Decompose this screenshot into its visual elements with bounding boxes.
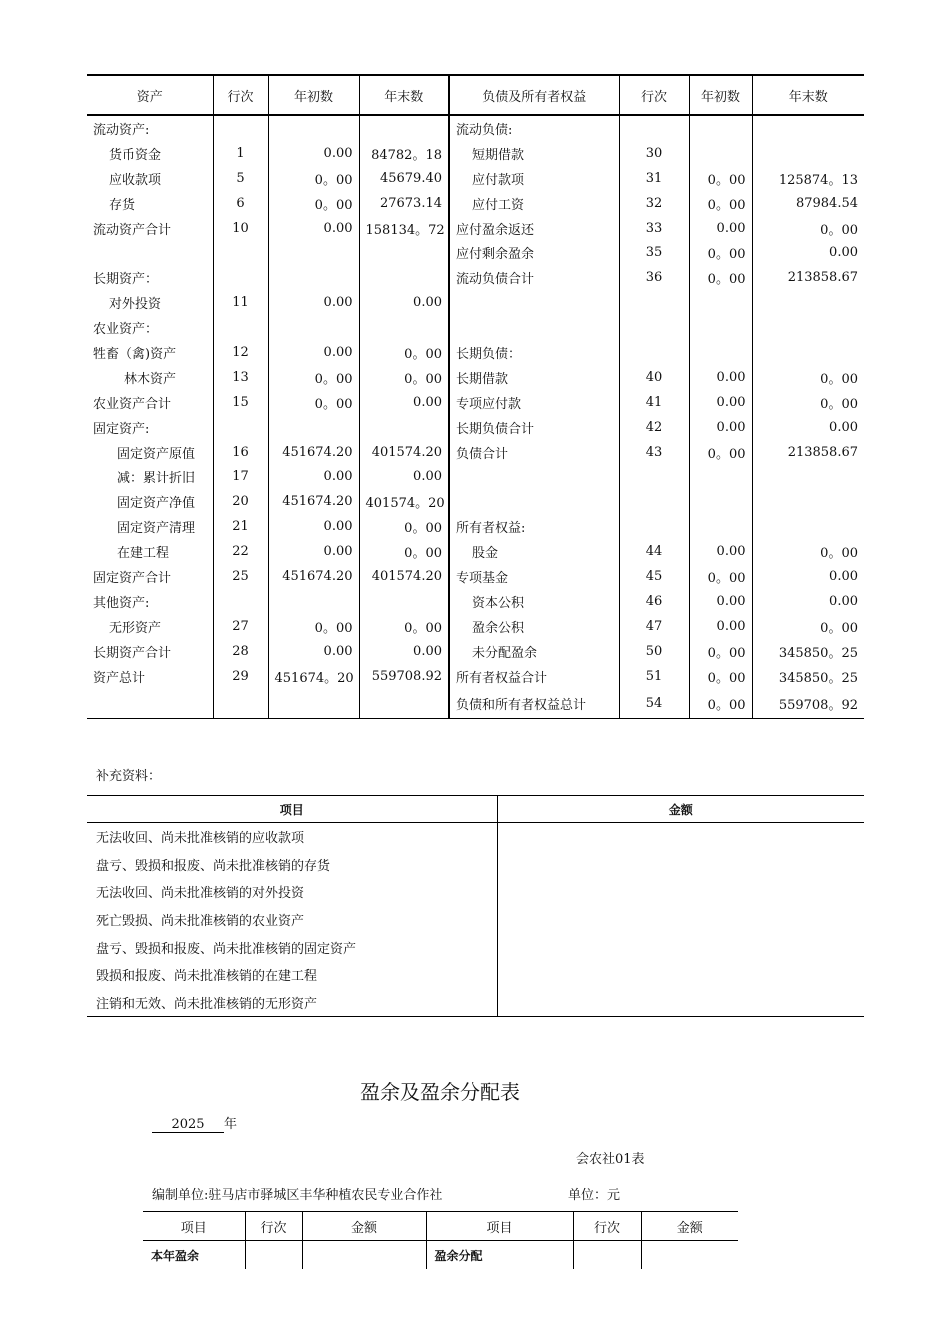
liability-end — [752, 315, 864, 340]
asset-line-no — [213, 688, 268, 719]
asset-begin: 0.00 — [268, 514, 359, 539]
table-row — [87, 664, 864, 689]
liability-line-no: 54 — [619, 688, 689, 719]
liability-begin: 0.00 — [689, 539, 752, 564]
liability-end — [752, 340, 864, 365]
surplus-title: 盈余及盈余分配表 — [360, 1080, 520, 1104]
liability-begin: 0。00 — [689, 564, 752, 589]
liability-name: 应付盈余返还 — [449, 216, 619, 241]
liability-line-no: 45 — [619, 564, 689, 589]
dist-header-line-no: 行次 — [245, 1212, 302, 1241]
liability-begin — [689, 514, 752, 539]
liability-begin: 0.00 — [689, 216, 752, 241]
liability-end: 213858.67 — [752, 265, 864, 290]
liability-begin: 0。00 — [689, 664, 752, 689]
asset-begin: 451674.20 — [268, 489, 359, 514]
liability-name: 流动负债: — [449, 115, 619, 141]
liability-end: 0。00 — [752, 539, 864, 564]
dist-header-item: 项目 — [143, 1212, 245, 1241]
asset-begin: 0。00 — [268, 166, 359, 191]
list-item — [87, 878, 864, 906]
asset-end: 0。00 — [359, 514, 449, 539]
liability-line-no — [619, 489, 689, 514]
liability-end — [752, 464, 864, 489]
asset-begin — [268, 315, 359, 340]
liability-name: 负债和所有者权益总计 — [449, 688, 619, 719]
table-row — [87, 614, 864, 639]
header-liability-equity: 负债及所有者权益 — [449, 75, 619, 115]
liability-name — [449, 489, 619, 514]
liability-end: 559708。92 — [752, 688, 864, 719]
asset-begin — [268, 415, 359, 440]
liability-begin — [689, 315, 752, 340]
year-suffix: 年 — [224, 1117, 238, 1132]
liability-begin: 0。00 — [689, 166, 752, 191]
liability-line-no: 46 — [619, 589, 689, 614]
asset-begin — [268, 115, 359, 141]
asset-end — [359, 315, 449, 340]
current-year-surplus: 本年盈余 — [151, 1248, 200, 1263]
asset-line-no: 1 — [213, 141, 268, 166]
balance-header-row — [87, 75, 864, 115]
list-item — [87, 961, 864, 989]
asset-name: 固定资产清理 — [117, 521, 196, 537]
asset-end: 0.00 — [359, 639, 449, 664]
asset-name: 固定资产合计 — [93, 570, 172, 586]
liability-name: 所有者权益合计 — [449, 664, 619, 689]
liability-begin: 0。00 — [689, 688, 752, 719]
asset-line-no: 29 — [213, 664, 268, 689]
table-row — [87, 688, 864, 719]
liability-end: 213858.67 — [752, 440, 864, 465]
asset-end: 0。00 — [359, 340, 449, 365]
asset-name: 长期资产： — [93, 272, 159, 288]
asset-end: 0。00 — [359, 614, 449, 639]
asset-line-no: 5 — [213, 166, 268, 191]
list-item — [87, 906, 864, 934]
asset-end: 401574.20 — [359, 564, 449, 589]
supplement-header-item: 项目 — [87, 796, 497, 823]
asset-name: 存货 — [109, 197, 136, 213]
asset-begin: 0.00 — [268, 539, 359, 564]
liability-name: 专项基金 — [449, 564, 619, 589]
liability-begin — [689, 141, 752, 166]
liability-end: 0。00 — [752, 390, 864, 415]
liability-line-no: 41 — [619, 390, 689, 415]
liability-begin: 0.00 — [689, 415, 752, 440]
liability-line-no: 40 — [619, 365, 689, 390]
asset-begin — [268, 240, 359, 265]
header-line-no: 行次 — [213, 75, 268, 115]
liability-begin — [689, 290, 752, 315]
year-value: 2025 — [152, 1117, 224, 1133]
asset-end: 401574.20 — [359, 440, 449, 465]
dist-header-item-right: 项目 — [426, 1212, 573, 1241]
header-line-no-right: 行次 — [619, 75, 689, 115]
asset-name: 固定资产: — [93, 421, 150, 437]
liability-name: 资本公积 — [449, 589, 619, 614]
list-item — [87, 989, 864, 1017]
liability-name: 未分配盈余 — [449, 639, 619, 664]
liability-line-no — [619, 464, 689, 489]
table-row — [87, 589, 864, 614]
asset-name: 在建工程 — [117, 546, 170, 562]
asset-name: 固定资产净值 — [117, 496, 196, 512]
liability-begin: 0。00 — [689, 191, 752, 216]
asset-end: 0.00 — [359, 390, 449, 415]
liability-begin — [689, 489, 752, 514]
header-begin-right: 年初数 — [689, 75, 752, 115]
asset-line-no: 17 — [213, 464, 268, 489]
liability-line-no — [619, 115, 689, 141]
supplement-item: 盘亏、毁损和报废、尚未批准核销的存货 — [96, 858, 331, 874]
asset-end — [359, 589, 449, 614]
asset-end: 559708.92 — [359, 664, 449, 689]
header-end-right: 年末数 — [752, 75, 864, 115]
header-asset: 资产 — [87, 75, 213, 115]
liability-name: 负债合计 — [449, 440, 619, 465]
supplement-item: 无法收回、尚未批准核销的应收款项 — [96, 831, 305, 847]
liability-end: 345850。25 — [752, 639, 864, 664]
table-row — [87, 639, 864, 664]
liability-line-no: 51 — [619, 664, 689, 689]
asset-name: 流动资产: — [93, 122, 150, 138]
asset-end: 0。00 — [359, 539, 449, 564]
asset-name: 固定资产原值 — [117, 446, 196, 462]
asset-begin: 0。00 — [268, 390, 359, 415]
supplement-item: 无法收回、尚未批准核销的对外投资 — [96, 886, 305, 902]
liability-name: 流动负债合计 — [449, 265, 619, 290]
table-row — [87, 564, 864, 589]
liability-end: 0。00 — [752, 614, 864, 639]
liability-end: 125874。13 — [752, 166, 864, 191]
liability-name — [449, 290, 619, 315]
liability-line-no: 35 — [619, 240, 689, 265]
preparing-unit: 编制单位:驻马店市驿城区丰华种植农民专业合作社 — [152, 1188, 443, 1203]
table-row — [87, 265, 864, 290]
liability-name: 应付剩余盈余 — [449, 240, 619, 265]
liability-end: 0.00 — [752, 240, 864, 265]
asset-line-no: 21 — [213, 514, 268, 539]
asset-line-no: 16 — [213, 440, 268, 465]
asset-name: 林木资产 — [124, 371, 177, 387]
asset-begin: 0.00 — [268, 464, 359, 489]
liability-name: 长期负债合计 — [449, 415, 619, 440]
liability-line-no: 32 — [619, 191, 689, 216]
supplement-table — [87, 795, 864, 1017]
dist-header-line-no-right: 行次 — [573, 1212, 641, 1241]
asset-begin: 0.00 — [268, 290, 359, 315]
asset-line-no: 13 — [213, 365, 268, 390]
liability-name: 应付款项 — [449, 166, 619, 191]
table-row — [87, 115, 864, 141]
asset-name — [87, 688, 213, 719]
asset-name: 资产总计 — [93, 670, 146, 686]
liability-begin: 0。00 — [689, 265, 752, 290]
supplement-item: 盘亏、毁损和报废、尚未批准核销的固定资产 — [96, 941, 357, 957]
list-item — [87, 851, 864, 879]
asset-name: 牲畜（禽)资产 — [93, 346, 177, 362]
supplement-item: 死亡毁损、尚未批准核销的农业资产 — [96, 914, 305, 930]
liability-line-no: 36 — [619, 265, 689, 290]
table-row — [87, 514, 864, 539]
liability-line-no: 43 — [619, 440, 689, 465]
supplement-amount — [497, 823, 864, 851]
asset-begin: 0。00 — [268, 365, 359, 390]
liability-begin — [689, 115, 752, 141]
liability-begin — [689, 464, 752, 489]
table-row — [87, 440, 864, 465]
asset-name: 流动资产合计 — [93, 222, 172, 238]
asset-line-no: 28 — [213, 639, 268, 664]
asset-line-no: 11 — [213, 290, 268, 315]
liability-end: 345850。25 — [752, 664, 864, 689]
liability-end: 0.00 — [752, 415, 864, 440]
table-row — [87, 539, 864, 564]
asset-name: 其他资产: — [93, 595, 150, 611]
liability-line-no — [619, 290, 689, 315]
liability-end — [752, 489, 864, 514]
form-code: 会农社01表 — [576, 1152, 645, 1167]
table-row — [87, 415, 864, 440]
asset-line-no — [213, 415, 268, 440]
supplement-amount — [497, 933, 864, 961]
asset-begin: 451674.20 — [268, 440, 359, 465]
liability-end: 0.00 — [752, 564, 864, 589]
liability-end — [752, 514, 864, 539]
asset-begin: 451674。20 — [268, 664, 359, 689]
liability-end: 0。00 — [752, 365, 864, 390]
asset-line-no: 10 — [213, 216, 268, 241]
asset-end: 27673.14 — [359, 191, 449, 216]
liability-name: 专项应付款 — [449, 390, 619, 415]
asset-end: 45679.40 — [359, 166, 449, 191]
list-item — [87, 823, 864, 851]
asset-name: 减：累计折旧 — [117, 471, 196, 487]
liability-name: 应付工资 — [449, 191, 619, 216]
asset-line-no — [213, 589, 268, 614]
liability-name: 长期负债： — [449, 340, 619, 365]
liability-name: 盈余公积 — [449, 614, 619, 639]
liability-line-no: 31 — [619, 166, 689, 191]
table-row — [87, 340, 864, 365]
asset-name: 农业资产： — [93, 322, 159, 338]
asset-end — [359, 415, 449, 440]
liability-line-no: 50 — [619, 639, 689, 664]
supplement-header-amount: 金额 — [497, 796, 864, 823]
asset-begin: 0。00 — [268, 614, 359, 639]
liability-name — [449, 464, 619, 489]
asset-name: 对外投资 — [109, 297, 162, 313]
asset-name: 农业资产合计 — [93, 396, 172, 412]
asset-name: 无形资产 — [109, 620, 162, 636]
liability-end: 0.00 — [752, 589, 864, 614]
asset-line-no: 20 — [213, 489, 268, 514]
dist-header-amount-right: 金额 — [641, 1212, 738, 1241]
table-row — [87, 141, 864, 166]
asset-line-no — [213, 265, 268, 290]
liability-end: 0。00 — [752, 216, 864, 241]
dist-header-amount: 金额 — [302, 1212, 426, 1241]
supplement-amount — [497, 989, 864, 1017]
surplus-distribution-table — [143, 1211, 738, 1269]
table-row — [87, 290, 864, 315]
table-row — [87, 390, 864, 415]
liability-begin — [689, 340, 752, 365]
supplement-label: 补充资料： — [96, 769, 162, 784]
asset-name: 应收款项 — [109, 172, 162, 188]
liability-begin: 0。00 — [689, 440, 752, 465]
liability-begin: 0.00 — [689, 614, 752, 639]
supplement-amount — [497, 961, 864, 989]
liability-begin: 0。00 — [689, 639, 752, 664]
asset-begin — [268, 589, 359, 614]
asset-line-no: 22 — [213, 539, 268, 564]
table-row — [87, 166, 864, 191]
table-row — [87, 240, 864, 265]
asset-begin: 0.00 — [268, 216, 359, 241]
asset-end — [359, 688, 449, 719]
liability-line-no — [619, 340, 689, 365]
header-begin: 年初数 — [268, 75, 359, 115]
currency-unit: 单位：元 — [568, 1188, 621, 1203]
asset-line-no — [213, 240, 268, 265]
asset-end: 0.00 — [359, 464, 449, 489]
supplement-amount — [497, 906, 864, 934]
asset-name: 货币资金 — [109, 147, 162, 163]
asset-line-no: 6 — [213, 191, 268, 216]
asset-end: 84782。18 — [359, 141, 449, 166]
liability-line-no — [619, 315, 689, 340]
asset-begin: 451674.20 — [268, 564, 359, 589]
liability-end: 87984.54 — [752, 191, 864, 216]
table-row — [87, 191, 864, 216]
liability-line-no: 42 — [619, 415, 689, 440]
liability-begin: 0.00 — [689, 365, 752, 390]
asset-begin: 0.00 — [268, 141, 359, 166]
liability-begin: 0.00 — [689, 589, 752, 614]
liability-name: 所有者权益: — [449, 514, 619, 539]
asset-begin: 0.00 — [268, 639, 359, 664]
asset-end: 0。00 — [359, 365, 449, 390]
liability-line-no: 30 — [619, 141, 689, 166]
asset-begin — [268, 265, 359, 290]
liability-begin: 0。00 — [689, 240, 752, 265]
table-row — [87, 216, 864, 241]
asset-begin — [268, 688, 359, 719]
supplement-item: 注销和无效、尚未批准核销的无形资产 — [87, 989, 497, 1017]
surplus-distribution: 盈余分配 — [426, 1241, 573, 1270]
liability-end — [752, 290, 864, 315]
asset-begin: 0。00 — [268, 191, 359, 216]
asset-end: 0.00 — [359, 290, 449, 315]
liability-name: 长期借款 — [449, 365, 619, 390]
year-line — [152, 1113, 237, 1133]
asset-end — [359, 115, 449, 141]
supplement-item: 毁损和报废、尚未批准核销的在建工程 — [96, 969, 318, 985]
table-row — [87, 315, 864, 340]
supplement-amount — [497, 878, 864, 906]
liability-line-no — [619, 514, 689, 539]
balance-sheet-table — [87, 74, 864, 719]
asset-line-no: 27 — [213, 614, 268, 639]
asset-line-no — [213, 115, 268, 141]
asset-end — [359, 265, 449, 290]
liability-name — [449, 315, 619, 340]
table-row — [87, 464, 864, 489]
table-row — [87, 489, 864, 514]
list-item — [87, 933, 864, 961]
asset-end: 401574。20 — [359, 489, 449, 514]
supplement-amount — [497, 851, 864, 879]
asset-line-no: 15 — [213, 390, 268, 415]
asset-line-no — [213, 315, 268, 340]
asset-begin: 0.00 — [268, 340, 359, 365]
asset-line-no: 25 — [213, 564, 268, 589]
liability-line-no: 33 — [619, 216, 689, 241]
liability-end — [752, 115, 864, 141]
asset-name: 长期资产合计 — [93, 645, 172, 661]
liability-name: 股金 — [449, 539, 619, 564]
header-end: 年末数 — [359, 75, 449, 115]
asset-line-no: 12 — [213, 340, 268, 365]
liability-line-no: 44 — [619, 539, 689, 564]
asset-end — [359, 240, 449, 265]
liability-end — [752, 141, 864, 166]
liability-begin: 0.00 — [689, 390, 752, 415]
asset-name — [87, 240, 213, 265]
asset-end: 158134。72 — [359, 216, 449, 241]
liability-name: 短期借款 — [449, 141, 619, 166]
table-row — [87, 365, 864, 390]
liability-line-no: 47 — [619, 614, 689, 639]
